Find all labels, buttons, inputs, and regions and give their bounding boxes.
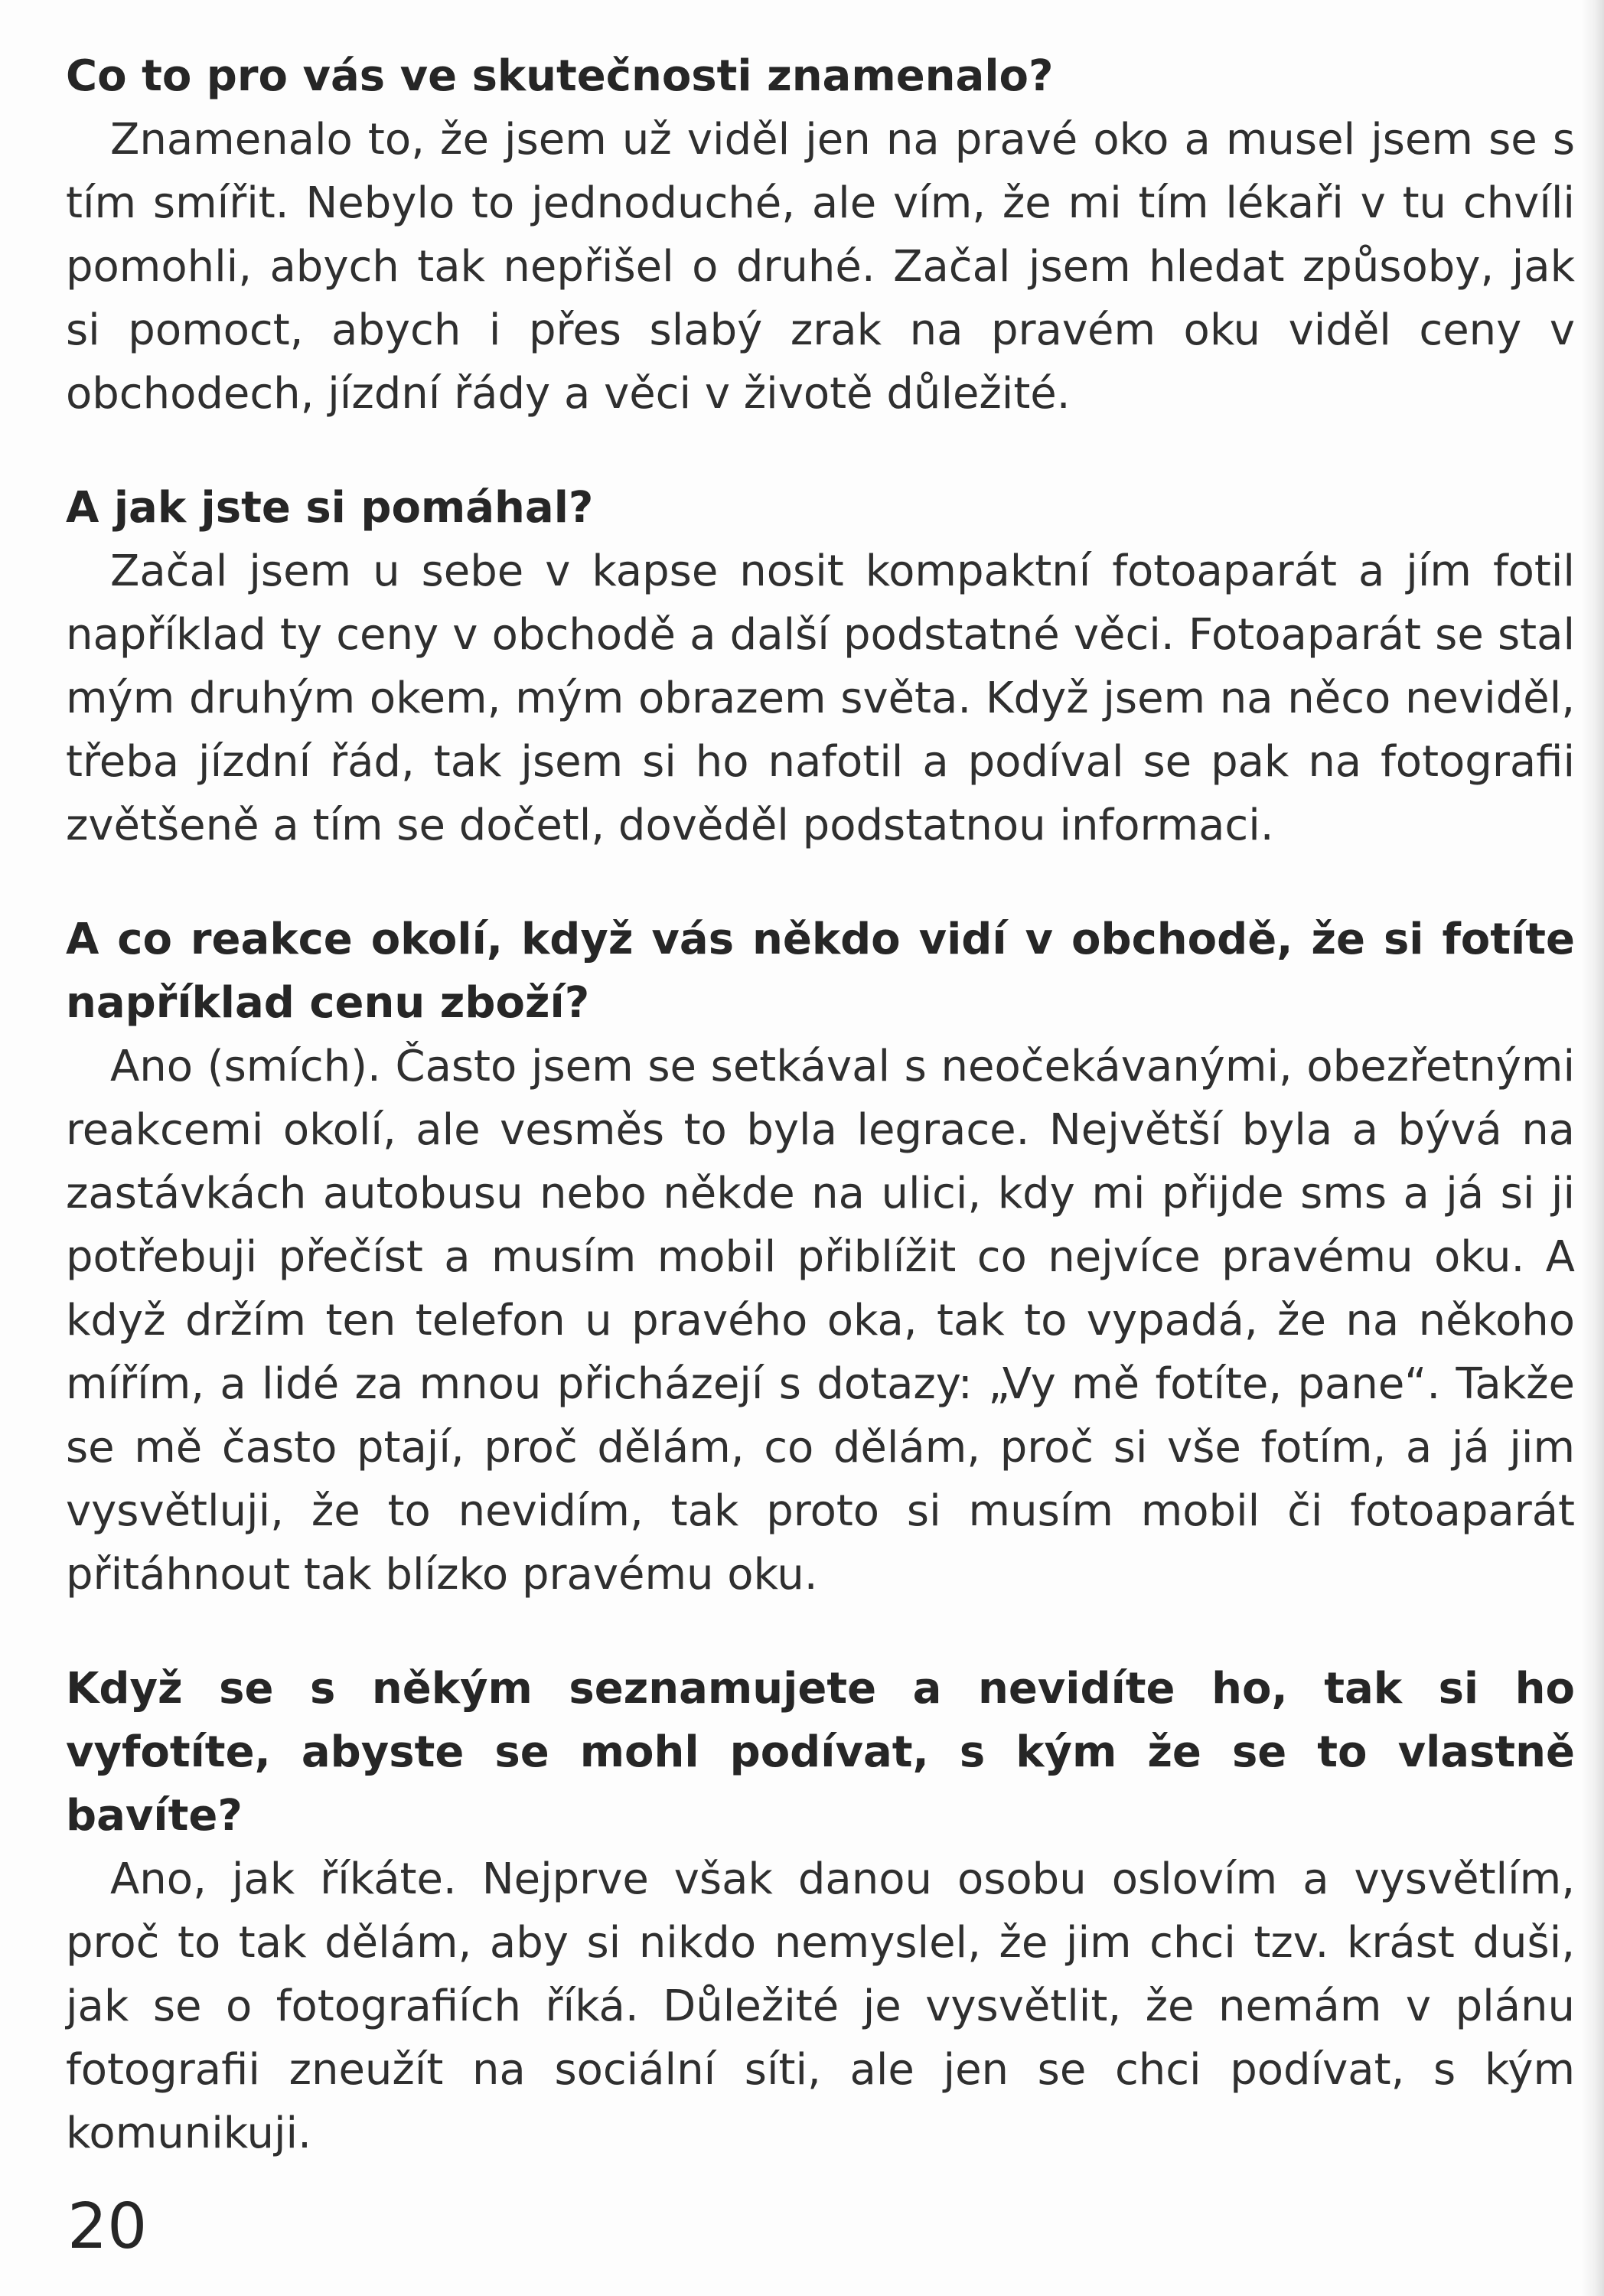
interview-answer: Ano, jak říkáte. Nejprve však danou osobu oslovím a vysvětlím, proč to tak dělám, aby si nikdo nemyslel, že jim chci tzv. krást duši, jak se o fotografiích říká. Důležité je vysvětlit, že nemám v plánu fotografii zneužít na sociální síti, ale jen se chci podívat, s kým komunikuji. [66,1854,1575,2158]
interview-block-3 [66,908,1575,1606]
interview-answer: Začal jsem u sebe v kapse nosit kompaktní fotoaparát a jím fotil například ty ceny v obchodě a další podstatné věci. Fotoaparát se stal mým druhým okem, mým obrazem světa. Když jsem na něco neviděl, třeba jízdní řád, tak jsem si ho nafotil a podíval se pak na fotografii zvětšeně a tím se dočetl, dověděl podstatnou informaci. [66,546,1575,850]
interview-block-4 [66,1657,1575,2165]
interview-question: A co reakce okolí, když vás někdo vidí v obchodě, že si fotíte například cenu zboží? [66,915,1575,1028]
interview-block-1 [66,44,1575,426]
page-number: 20 [67,2190,148,2263]
interview-question: Co to pro vás ve skutečnosti znamenalo? [66,51,1054,101]
interview-answer: Ano (smích). Často jsem se setkával s neočekávanými, obezřetnými reakcemi okolí, ale vesměs to byla legrace. Největší byla a bývá na zastávkách autobusu nebo někde na ulici, kdy mi přijde sms a já si ji potřebuji přečíst a musím mobil přiblížit co nejvíce pravému oku. A když držím ten telefon u pravého oka, tak to vypadá, že na někoho mířím, a lidé za mnou přicházejí s dotazy: „Vy mě fotíte, pane“. Takže se mě často ptají, proč dělám, co dělám, proč si vše fotím, a já jim vysvětluji, že to nevidím, tak proto si musím mobil či fotoaparát přitáhnout tak blízko pravému oku. [66,1042,1575,1600]
interview-question: A jak jste si pomáhal? [66,483,594,533]
interview-question: Když se s někým seznamujete a nevidíte ho, tak si ho vyfotíte, abyste se mohl podívat, s kým že se to vlastně bavíte? [66,1664,1575,1841]
interview-block-2 [66,476,1575,857]
interview-answer: Znamenalo to, že jsem už viděl jen na pravé oko a musel jsem se s tím smířit. Nebylo to jednoduché, ale vím, že mi tím lékaři v tu chvíli pomohli, abych tak nepřišel o druhé. Začal jsem hledat způsoby, jak si pomoct, abych i přes slabý zrak na pravém oku viděl ceny v obchodech, jízdní řády a věci v životě důležité. [66,115,1575,419]
